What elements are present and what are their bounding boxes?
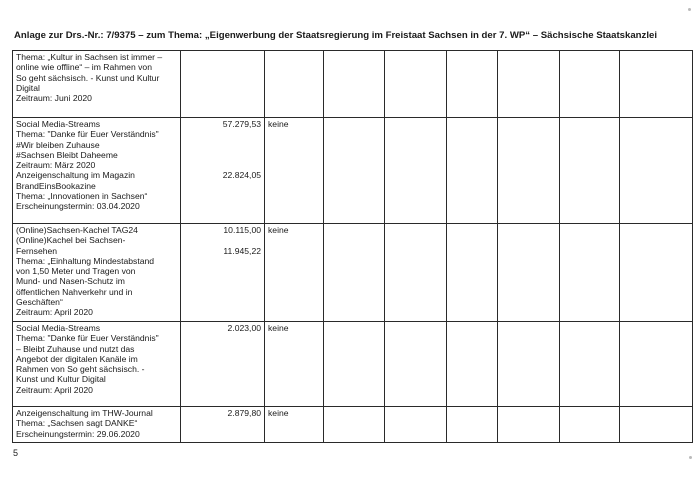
description-line: Anzeigenschaltung im Magazin xyxy=(16,170,135,181)
table-row xyxy=(13,407,693,443)
description-line: Zeitraum: Juni 2020 xyxy=(16,93,92,104)
description-line: – Bleibt Zuhause und nutzt das xyxy=(16,343,135,354)
note-cell xyxy=(265,51,324,118)
description-line: Social Media-Streams xyxy=(16,119,101,129)
description-line: Erscheinungstermin: 03.04.2020 xyxy=(16,201,140,212)
description-line: Zeitraum: März 2020 xyxy=(16,160,96,171)
amount-cell xyxy=(181,224,265,322)
description-line: Zeitraum: April 2020 xyxy=(16,307,93,318)
empty-cell xyxy=(324,407,385,443)
note-cell: keine xyxy=(265,322,324,407)
description-line: öffentlichen Nahverkehr und in xyxy=(16,286,133,297)
table-row xyxy=(13,322,693,407)
empty-cell xyxy=(324,118,385,224)
description-line: Thema: „Sachsen sagt DANKE“ xyxy=(16,418,138,429)
page-number: 5 xyxy=(13,448,19,458)
description-line: #Wir bleiben Zuhause xyxy=(16,139,100,150)
empty-cell xyxy=(385,224,447,322)
description-line: (Online)Kachel bei Sachsen- xyxy=(16,235,126,246)
description-line: (Online)Sachsen-Kachel TAG24 xyxy=(16,225,138,235)
scan-speck xyxy=(689,456,692,459)
empty-cell xyxy=(385,118,447,224)
amount-cell xyxy=(181,118,265,224)
description-line: Thema: "Danke für Euer Verständnis" xyxy=(16,129,159,140)
description-line: Rahmen von So geht sächsisch. - xyxy=(16,364,145,375)
description-cell xyxy=(13,322,181,407)
description-line: von 1,50 Meter und Tragen von xyxy=(16,266,136,277)
empty-cell xyxy=(447,224,498,322)
description-line: Geschäften“ xyxy=(16,297,63,308)
empty-cell xyxy=(620,407,693,443)
description-line: BrandEinsBookazine xyxy=(16,180,96,191)
empty-cell xyxy=(498,51,560,118)
empty-cell xyxy=(620,322,693,407)
description-line: Angebot der digitalen Kanäle im xyxy=(16,353,138,364)
empty-cell xyxy=(324,224,385,322)
description-line: Erscheinungstermin: 29.06.2020 xyxy=(16,428,140,439)
amount-cell xyxy=(181,322,265,407)
empty-cell xyxy=(447,407,498,443)
empty-cell xyxy=(498,118,560,224)
description-cell xyxy=(13,224,181,322)
description-line: Thema: „Innovationen in Sachsen“ xyxy=(16,191,148,202)
empty-cell xyxy=(560,322,620,407)
table-row xyxy=(13,118,693,224)
empty-cell xyxy=(447,118,498,224)
description-line: Thema: „Kultur in Sachsen ist immer – xyxy=(16,52,163,62)
empty-cell xyxy=(447,322,498,407)
page-header: Anlage zur Drs.-Nr.: 7/9375 – zum Thema: „Eigenwerbung der Staatsregierung im Freistaat Sachsen in der 7. WP“ – Sächsische Staatskanzlei xyxy=(14,30,657,41)
description-line: Kunst und Kultur Digital xyxy=(16,374,106,385)
empty-cell xyxy=(447,51,498,118)
empty-cell xyxy=(620,118,693,224)
amount-value: 11.945,22 xyxy=(223,245,261,256)
table-row xyxy=(13,224,693,322)
note-cell: keine xyxy=(265,118,324,224)
description-line: #Sachsen Bleibt Daheeme xyxy=(16,149,118,160)
description-line: Thema: "Danke für Euer Verständnis" xyxy=(16,333,159,344)
empty-cell xyxy=(620,224,693,322)
empty-cell xyxy=(498,322,560,407)
description-line: Digital xyxy=(16,82,40,93)
empty-cell xyxy=(385,322,447,407)
note-cell: keine xyxy=(265,407,324,443)
description-cell xyxy=(13,51,181,118)
empty-cell xyxy=(560,407,620,443)
description-cell xyxy=(13,118,181,224)
description-line: Thema: „Einhaltung Mindestabstand xyxy=(16,255,155,266)
empty-cell xyxy=(560,224,620,322)
amount-cell xyxy=(181,407,265,443)
expenditure-table xyxy=(12,50,693,443)
amount-value: 57.279,53 xyxy=(222,119,261,129)
empty-cell xyxy=(324,322,385,407)
description-line: Fernsehen xyxy=(16,245,58,256)
empty-cell xyxy=(498,407,560,443)
empty-cell xyxy=(620,51,693,118)
note-cell: keine xyxy=(265,224,324,322)
description-line: Zeitraum: April 2020 xyxy=(16,384,93,395)
amount-value: 10.115,00 xyxy=(223,225,261,235)
table-row xyxy=(13,51,693,118)
empty-cell xyxy=(385,51,447,118)
amount-value: 22.824,05 xyxy=(222,170,261,181)
description-line: Social Media-Streams xyxy=(16,323,101,333)
empty-cell xyxy=(560,51,620,118)
description-cell xyxy=(13,407,181,443)
empty-cell xyxy=(324,51,385,118)
empty-cell xyxy=(560,118,620,224)
description-line: Anzeigenschaltung im THW-Journal xyxy=(16,408,153,418)
scan-speck xyxy=(688,8,691,11)
empty-cell xyxy=(385,407,447,443)
amount-value: 2.023,00 xyxy=(227,323,261,333)
description-line: So geht sächsisch. - Kunst und Kultur xyxy=(16,72,160,83)
amount-value: 2.879,80 xyxy=(227,408,261,418)
description-line: online wie offline“ – im Rahmen von xyxy=(16,62,152,73)
amount-cell xyxy=(181,51,265,118)
empty-cell xyxy=(498,224,560,322)
description-line: Mund- und Nasen-Schutz im xyxy=(16,276,125,287)
